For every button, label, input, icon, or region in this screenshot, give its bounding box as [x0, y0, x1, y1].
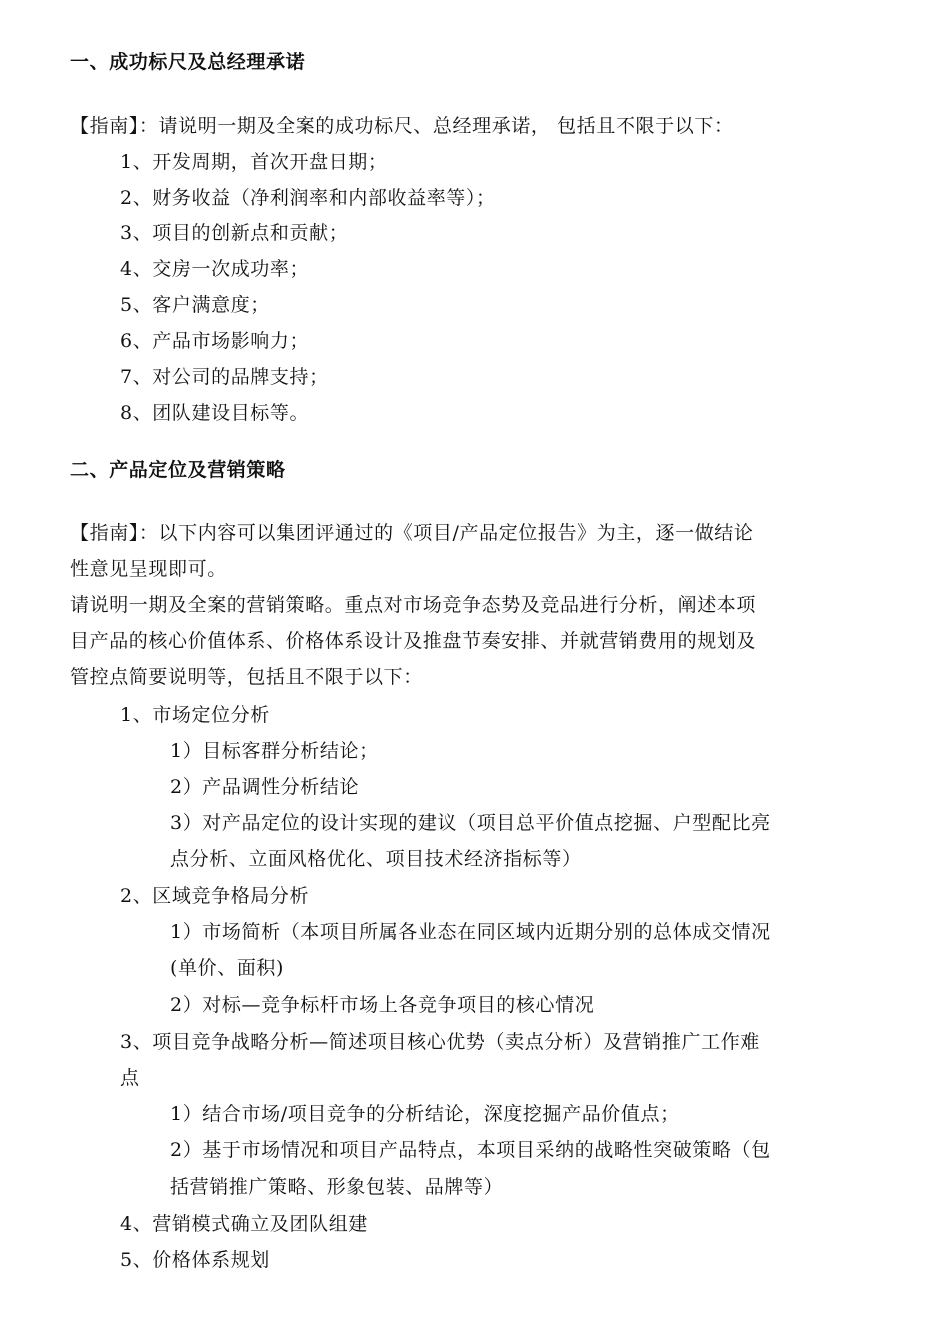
sub-list-item-continuation: (单价、面积)	[170, 957, 285, 979]
paragraph-line: 目产品的核心价值体系、价格体系设计及推盘节奏安排、并就营销费用的规划及	[70, 630, 757, 652]
list-item: 4、交房一次成功率；	[120, 258, 310, 280]
list-item: 3、项目竞争战略分析—简述项目核心优势（卖点分析）及营销推广工作难	[120, 1031, 760, 1053]
section-1-guide	[70, 114, 734, 138]
list-item: 4、营销模式确立及团队组建	[120, 1213, 368, 1235]
sub-list-item: 2）对标—竞争标杆市场上各竞争项目的核心情况	[170, 994, 595, 1016]
paragraph-line: 管控点简要说明等，包括且不限于以下：	[70, 666, 423, 688]
guide-text: ：请说明一期及全案的成功标尺、总经理承诺， 包括且不限于以下：	[138, 115, 734, 137]
list-item: 6、产品市场影响力；	[120, 330, 310, 352]
sub-list-item-continuation: 点分析、立面风格优化、项目技术经济指标等）	[170, 848, 582, 870]
list-item: 7、对公司的品牌支持；	[120, 366, 329, 388]
paragraph-line: 性意见呈现即可。	[70, 558, 227, 580]
guide-text: ：以下内容可以集团评通过的《项目/产品定位报告》为主，逐一做结论	[138, 522, 754, 544]
section-2-heading: 二、产品定位及营销策略	[70, 459, 286, 481]
list-item: 5、客户满意度；	[120, 294, 270, 316]
section-2-guide	[70, 521, 754, 545]
sub-list-item-continuation: 括营销推广策略、形象包装、品牌等）	[170, 1176, 504, 1198]
sub-list-item: 2）基于市场情况和项目产品特点，本项目采纳的战略性突破策略（包	[170, 1139, 771, 1161]
list-item: 2、财务收益（净利润率和内部收益率等）；	[120, 187, 496, 209]
list-item: 8、团队建设目标等。	[120, 402, 310, 424]
guide-tag: 【指南】	[70, 522, 139, 544]
list-item: 3、项目的创新点和贡献；	[120, 222, 349, 244]
list-item: 1、市场定位分析	[120, 704, 270, 726]
sub-list-item: 2）产品调性分析结论	[170, 776, 360, 798]
section-1-heading: 一、成功标尺及总经理承诺	[70, 51, 306, 73]
sub-list-item: 1）目标客群分析结论；	[170, 740, 379, 762]
sub-list-item: 1）结合市场/项目竞争的分析结论，深度挖掘产品价值点；	[170, 1103, 680, 1125]
list-item: 2、区域竞争格局分析	[120, 885, 310, 907]
list-item: 1、开发周期，首次开盘日期；	[120, 151, 388, 173]
list-item: 5、价格体系规划	[120, 1249, 270, 1271]
sub-list-item: 1）市场简析（本项目所属各业态在同区域内近期分别的总体成交情况	[170, 921, 771, 943]
list-item-continuation: 点	[120, 1067, 140, 1089]
sub-list-item: 3）对产品定位的设计实现的建议（项目总平价值点挖掘、户型配比亮	[170, 812, 771, 834]
paragraph-line: 请说明一期及全案的营销策略。重点对市场竞争态势及竞品进行分析，阐述本项	[70, 594, 757, 616]
guide-tag: 【指南】	[70, 115, 139, 137]
